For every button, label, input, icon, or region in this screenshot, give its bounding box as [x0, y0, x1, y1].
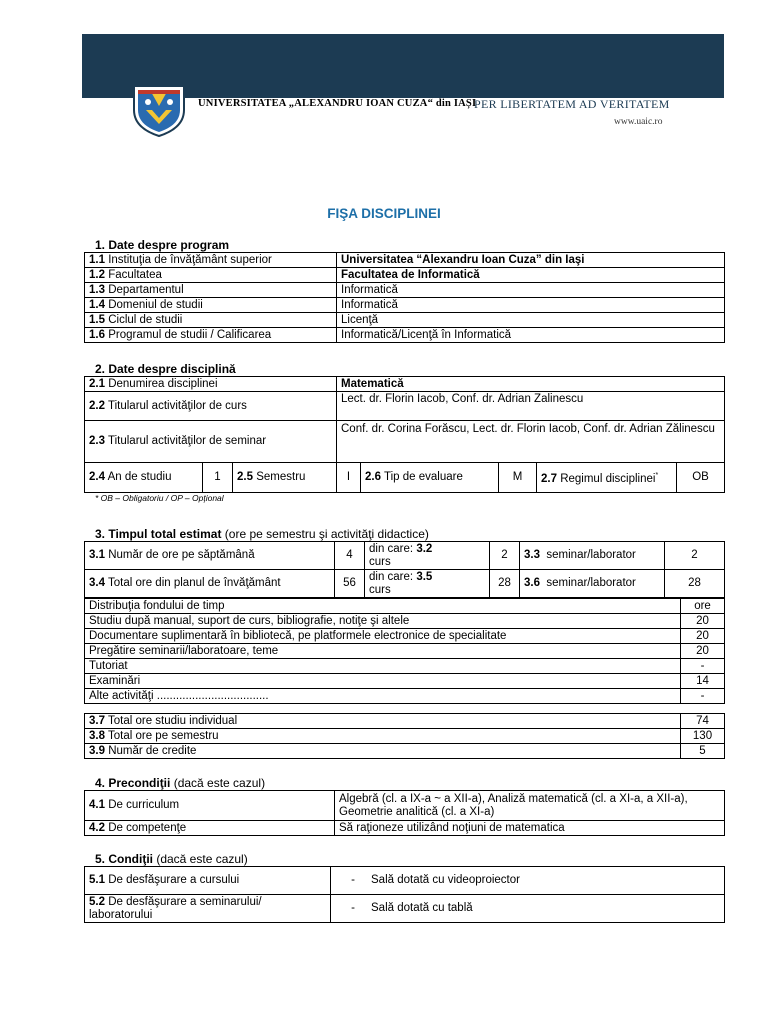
table-row: 1.2 Facultatea Facultatea de Informatică — [85, 268, 725, 283]
table-row: 4.1 De curriculum Algebră (cl. a IX-a ~ a XII-a), Analiză matematică (cl. a XI-a, a XII-a), Geometrie analitică (cl. a XI-a) — [85, 791, 725, 821]
table-row: Tutoriat - — [85, 659, 725, 674]
table-row: Examinări 14 — [85, 674, 725, 689]
table-row: Pregătire seminarii/laboratoare, teme 20 — [85, 644, 725, 659]
table-row: 5.2 De desfăşurare a seminarului/ laboratorului - Sală dotată cu tablă — [85, 895, 725, 923]
page-title: FIŞA DISCIPLINEI — [327, 206, 441, 221]
table-row: 1.6 Programul de studii / Calificarea Informatică/Licenţă în Informatică — [85, 328, 725, 343]
table-row: 3.7 Total ore studiu individual 74 — [85, 714, 725, 729]
table-row: 2.3 Titularul activităţilor de seminar Conf. dr. Corina Forăscu, Lect. dr. Florin Iacob, Conf. dr. Adrian Zălinescu — [85, 421, 725, 463]
website-link[interactable]: www.uaic.ro — [614, 117, 663, 127]
table-row: 1.4 Domeniul de studii Informatică — [85, 298, 725, 313]
table-row: 3.4 Total ore din planul de învăţământ 56 din care: 3.5 curs 28 3.6 seminar/laborator 28 — [85, 570, 725, 598]
table-row: 2.1 Denumirea disciplinei Matematică — [85, 377, 725, 392]
time-distribution-table — [84, 598, 725, 704]
section-3-heading: 3. Timpul total estimat (ore pe semestru şi activităţi didactice) — [95, 527, 429, 541]
table-row: 1.1 Instituţia de învăţământ superior Universitatea “Alexandru Ioan Cuza” din Iaşi — [85, 253, 725, 268]
discipline-table — [84, 376, 725, 463]
table-row: 1.5 Ciclul de studii Licenţă — [85, 313, 725, 328]
section-4-heading: 4. Precondiţii (dacă este cazul) — [95, 776, 266, 790]
section-2-heading: 2. Date despre disciplină — [95, 362, 236, 376]
table-row: 2.4 An de studiu 1 2.5 Semestru I 2.6 Tip de evaluare M 2.7 Regimul disciplinei* OB — [85, 463, 725, 493]
section-1-heading: 1. Date despre program — [95, 238, 230, 252]
university-motto: PER LIBERTATEM AD VERITATEM — [474, 97, 670, 111]
footnote: * OB – Obligatoriu / OP – Opţional — [95, 493, 224, 503]
table-row: 1.3 Departamentul Informatică — [85, 283, 725, 298]
table-row: Alte activităţi ................................... - — [85, 689, 725, 704]
totals-table — [84, 713, 725, 759]
table-row: Distribuţia fondului de timp ore — [85, 599, 725, 614]
university-name: UNIVERSITATEA „ALEXANDRU IOAN CUZA“ din IAȘI — [198, 98, 477, 109]
table-row: Documentare suplimentară în bibliotecă, pe platformele electronice de specialitate 20 — [85, 629, 725, 644]
conditions-table — [84, 866, 725, 923]
table-row: Studiu după manual, suport de curs, bibliografie, notiţe şi altele 20 — [85, 614, 725, 629]
section-5-heading: 5. Condiţii (dacă este cazul) — [95, 852, 248, 866]
table-row: 5.1 De desfăşurare a cursului - Sală dotată cu videoproiector — [85, 867, 725, 895]
university-crest-icon — [130, 80, 188, 138]
table-row: 3.9 Număr de credite 5 — [85, 744, 725, 759]
table-row: 3.8 Total ore pe semestru 130 — [85, 729, 725, 744]
preconditions-table — [84, 790, 725, 836]
discipline-meta-table — [84, 462, 725, 493]
program-table — [84, 252, 725, 343]
table-row: 2.2 Titularul activităţilor de curs Lect. dr. Florin Iacob, Conf. dr. Adrian Zalinescu — [85, 392, 725, 421]
table-row: 4.2 De competenţe Să raţioneze utilizând noţiuni de matematica — [85, 821, 725, 836]
time-table — [84, 541, 725, 598]
table-row: 3.1 Număr de ore pe săptămână 4 din care: 3.2 curs 2 3.3 seminar/laborator 2 — [85, 542, 725, 570]
